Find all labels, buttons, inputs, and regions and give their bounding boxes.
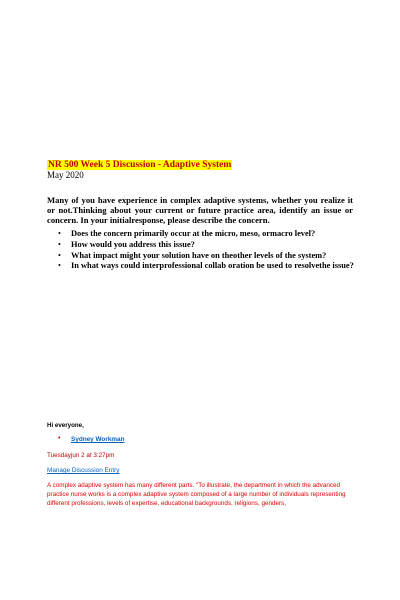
question-item: • Does the concern primarily occur at the micro, meso, ormacro level? [47,229,357,240]
author-list-item [47,436,125,443]
question-item: • What impact might your solution have on theother levels of the system? [47,251,357,262]
document-date: May 2020 [47,170,84,180]
reply-body: A complex adaptive system has many different parts. "To illustrate, the department in which the advanced practice nurse works is a complex adaptive system composed of a large number of individuals representing different professions, levels of expertise, educational backgrounds, religions, genders, [47,482,346,508]
manage-discussion-entry-link[interactable]: Manage Discussion Entry [47,467,120,474]
reply-greeting: Hi everyone, [47,422,84,429]
question-item: • How would you address this issue? [47,240,357,251]
reply-timestamp: Tuesdayjun 2 at 3:27pm [47,452,115,459]
discussion-prompt: Many of you have experience in complex adaptive systems, whether you realize it or not.Thinking about your current or future practice area, identify an issue or concern. In your initialresponse, please describe the concern. [47,195,353,226]
author-link[interactable]: Sydney Workman [71,436,125,443]
document-title: NR 500 Week 5 Discussion - Adaptive System [48,160,232,170]
question-item: • In what ways could interprofessional collab oration be used to resolvethe issue? [47,261,357,272]
question-list [47,229,357,272]
author-list [47,436,125,443]
